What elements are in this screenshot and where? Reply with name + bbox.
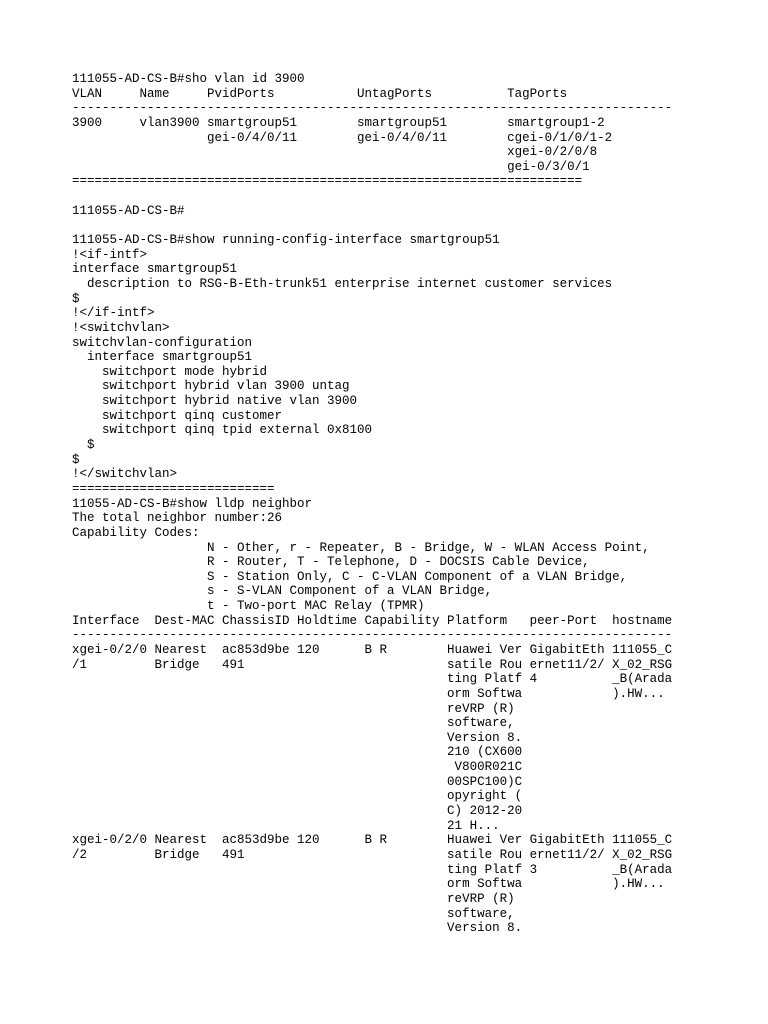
terminal-line: switchvlan-configuration — [72, 335, 253, 350]
terminal-line: software, — [72, 906, 515, 921]
terminal-line: software, — [72, 716, 515, 731]
terminal-line: !</switchvlan> — [72, 467, 178, 482]
terminal-line: gei-0/3/0/1 — [72, 159, 590, 174]
terminal-line: gei-0/4/0/11 gei-0/4/0/11 cgei-0/1/0/1-2 — [72, 130, 613, 145]
terminal-line: !<switchvlan> — [72, 320, 170, 335]
terminal-line: N - Other, r - Repeater, B - Bridge, W - WLAN Access Point, — [72, 540, 650, 555]
terminal-line: 111055-AD-CS-B# — [72, 203, 185, 218]
terminal-line: Version 8. — [72, 730, 523, 745]
terminal-line: 00SPC100)C — [72, 774, 523, 789]
terminal-line: VLAN Name PvidPorts UntagPorts TagPorts — [72, 86, 568, 101]
terminal-line: orm Softwa ).HW... — [72, 877, 665, 892]
terminal-line: $ — [72, 438, 95, 453]
terminal-line: R - Router, T - Telephone, D - DOCSIS Cable Device, — [72, 555, 590, 570]
terminal-output — [72, 72, 672, 936]
terminal-line: orm Softwa ).HW... — [72, 686, 665, 701]
terminal-line: reVRP (R) — [72, 891, 515, 906]
terminal-line: !</if-intf> — [72, 306, 155, 321]
terminal-line: $ — [72, 291, 80, 306]
terminal-line — [72, 189, 672, 204]
terminal-line: /2 Bridge 491 satile Rou ernet11/2/ X_02_RSG — [72, 847, 673, 862]
terminal-line: 111055-AD-CS-B#show running-config-interface smartgroup51 — [72, 233, 500, 248]
terminal-line: reVRP (R) — [72, 701, 515, 716]
terminal-line: $ — [72, 452, 80, 467]
terminal-line: xgei-0/2/0/8 — [72, 145, 598, 160]
terminal-line: 3900 vlan3900 smartgroup51 smartgroup51 smartgroup1-2 — [72, 115, 605, 130]
terminal-line: switchport qinq tpid external 0x8100 — [72, 423, 373, 438]
terminal-line: C) 2012-20 — [72, 804, 523, 819]
terminal-line: ==================================================================== — [72, 174, 583, 189]
terminal-line: S - Station Only, C - C-VLAN Component of a VLAN Bridge, — [72, 569, 628, 584]
terminal-line: opyright ( — [72, 789, 523, 804]
terminal-line: t - Two-port MAC Relay (TPMR) — [72, 599, 425, 614]
terminal-line — [72, 218, 672, 233]
terminal-line: Version 8. — [72, 921, 523, 936]
terminal-line: V800R021C — [72, 760, 523, 775]
terminal-line: 21 H... — [72, 818, 500, 833]
terminal-line: The total neighbor number:26 — [72, 511, 283, 526]
terminal-line: 111055-AD-CS-B#sho vlan id 3900 — [72, 72, 305, 86]
terminal-line: -------------------------------------------------------------------------------- — [72, 101, 673, 116]
terminal-line: 210 (CX600 — [72, 745, 523, 760]
terminal-line: interface smartgroup51 — [72, 350, 253, 365]
terminal-line: s - S-VLAN Component of a VLAN Bridge, — [72, 584, 493, 599]
terminal-line: /1 Bridge 491 satile Rou ernet11/2/ X_02_RSG — [72, 657, 673, 672]
terminal-line: Interface Dest-MAC ChassisID Holdtime Capability Platform peer-Port hostname — [72, 613, 673, 628]
terminal-line: switchport mode hybrid — [72, 364, 268, 379]
terminal-line: description to RSG-B-Eth-trunk51 enterprise internet customer services — [72, 276, 613, 291]
terminal-line: switchport hybrid vlan 3900 untag — [72, 379, 350, 394]
terminal-line: =========================== — [72, 481, 275, 496]
terminal-line: switchport qinq customer — [72, 408, 283, 423]
terminal-line: xgei-0/2/0 Nearest ac853d9be 120 B R Huawei Ver GigabitEth 111055_C — [72, 642, 673, 657]
terminal-line: ting Platf 4 _B(Arada — [72, 672, 673, 687]
terminal-line: ting Platf 3 _B(Arada — [72, 862, 673, 877]
terminal-line: interface smartgroup51 — [72, 262, 238, 277]
terminal-line: Capability Codes: — [72, 525, 200, 540]
terminal-line: switchport hybrid native vlan 3900 — [72, 394, 358, 409]
terminal-line: 11055-AD-CS-B#show lldp neighbor — [72, 496, 313, 511]
terminal-line: !<if-intf> — [72, 247, 148, 262]
terminal-line: xgei-0/2/0 Nearest ac853d9be 120 B R Huawei Ver GigabitEth 111055_C — [72, 833, 673, 848]
terminal-line: -------------------------------------------------------------------------------- — [72, 628, 673, 643]
